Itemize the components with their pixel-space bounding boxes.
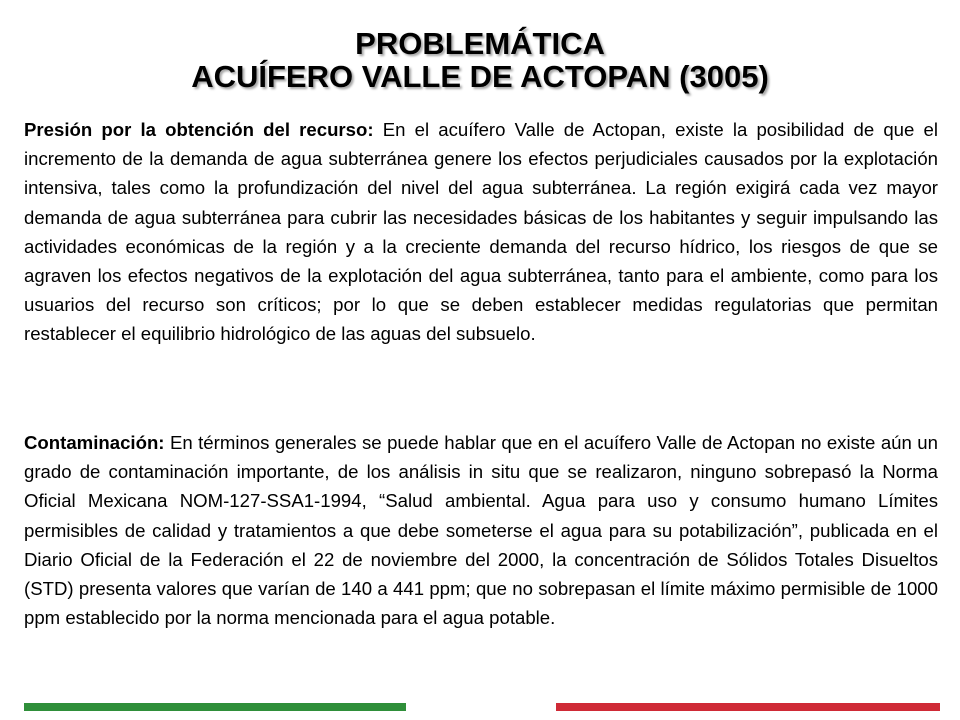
paragraph-contaminacion-label: Contaminación: <box>24 432 165 453</box>
paragraph-presion <box>24 115 938 349</box>
paragraph-presion-text: En el acuífero Valle de Actopan, existe la posibilidad de que el incremento de la demanda de agua subterránea genere los efectos perjudiciales causados por la explotación intensiva, tales como la profundización del nivel del agua subterránea. La región exigirá cada vez mayor demanda de agua subterránea para cubrir las necesidades básicas de los habitantes y seguir impulsando las actividades económicas de la región y a la creciente demanda del recurso hídrico, los riesgos de que se agraven los efectos negativos de la explotación del agua subterránea, tanto para el ambiente, como para los usuarios del recurso son críticos; por lo que se deben establecer medidas regulatorias que permitan restablecer el equilibrio hidrológico de las aguas del subsuelo. <box>24 119 938 345</box>
paragraph-contaminacion-text: En términos generales se puede hablar que en el acuífero Valle de Actopan no existe aún un grado de contaminación importante, de los análisis in situ que se realizaron, ninguno sobrepasó la Norma Oficial Mexicana NOM-127-SSA1-1994, “Salud ambiental. Agua para uso y consumo humano Límites permisibles de calidad y tratamientos a que debe someterse el agua para su potabilización”, publicada en el Diario Oficial de la Federación el 22 de noviembre del 2000, la concentración de Sólidos Totales Disueltos (STD) presenta valores que varían de 140 a 441 ppm; que no sobrepasan el límite máximo permisible de 1000 ppm establecido por la norma mencionada para el agua potable. <box>24 432 938 629</box>
slide-title-line-2: ACUÍFERO VALLE DE ACTOPAN (3005) <box>191 59 769 94</box>
footer-bar-green <box>24 703 406 711</box>
footer-bar-white <box>406 703 556 711</box>
slide-title-line-1: PROBLEMÁTICA <box>355 26 605 61</box>
paragraph-presion-label: Presión por la obtención del recurso: <box>24 119 374 140</box>
footer-bar-red <box>556 703 940 711</box>
paragraph-contaminacion <box>24 428 938 632</box>
